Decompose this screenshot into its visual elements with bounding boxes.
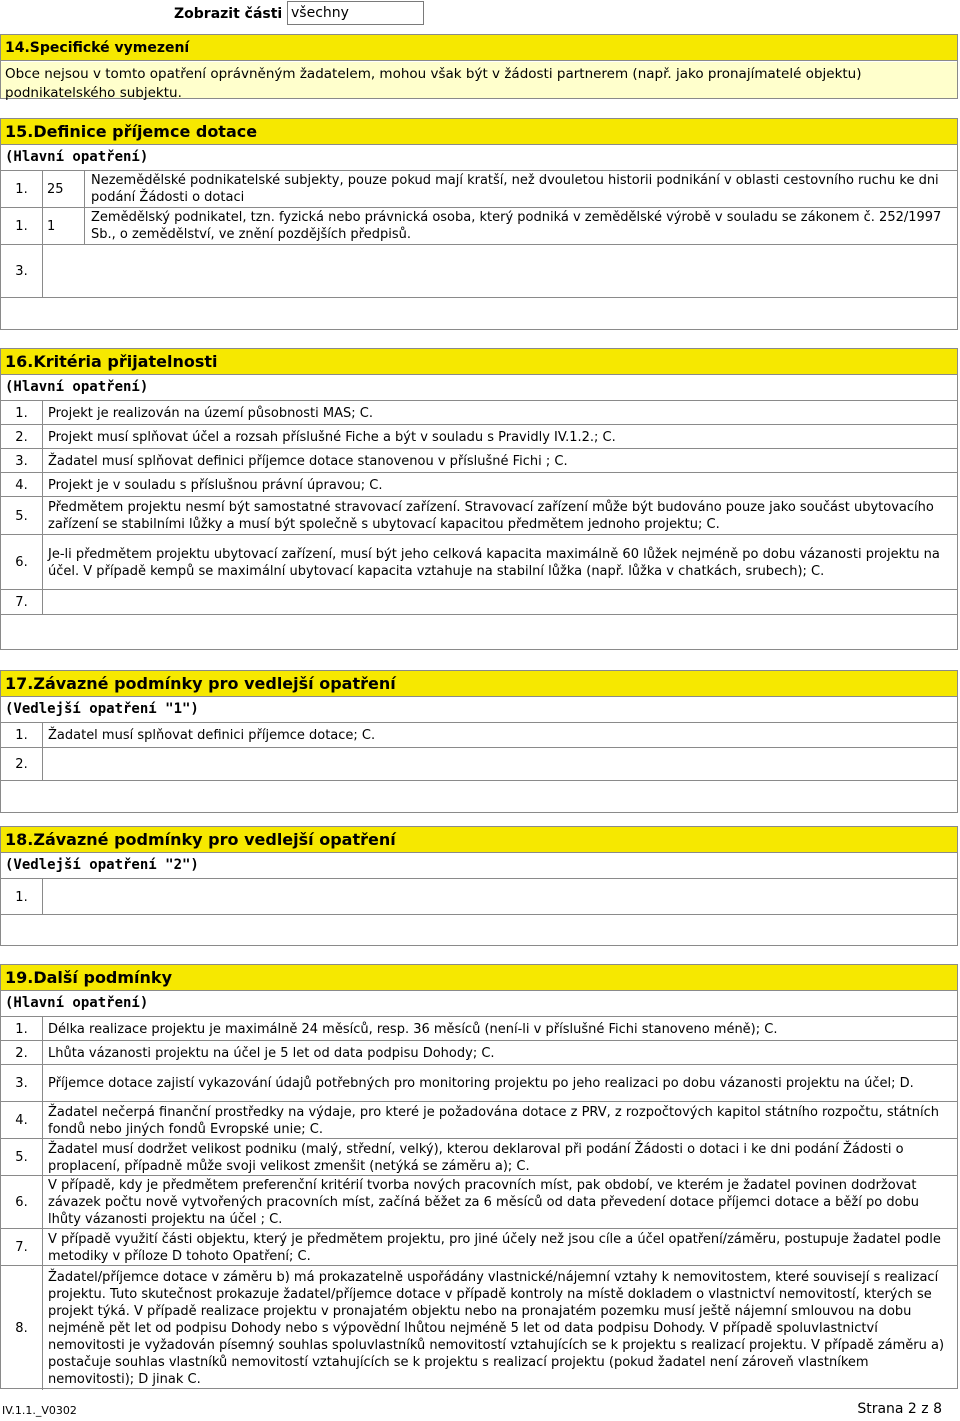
document-code: IV.1.1._V0302: [2, 1404, 77, 1417]
row-text: [48, 590, 953, 615]
row-number: 2.: [1, 425, 43, 449]
row-number: 7.: [1, 590, 43, 615]
section-spacer: [1, 297, 957, 331]
row-text: Zemědělský podnikatel, tzn. fyzická nebo právnická osoba, který podniká v zemědělské výrobě v souladu se zákonem č. 252/1997 Sb., o zemědělství, ve znění pozdějších předpisů.: [91, 210, 942, 242]
table-row: [1, 878, 957, 915]
section-19-title: 19.Další podmínky: [1, 965, 957, 991]
row-number: 7.: [1, 1229, 43, 1266]
row-text: V případě využití části objektu, který je předmětem projektu, pro jiné účely než jsou cíle a účel opatření/záměru, postupuje žadatel podle metodiky v příloze D tohoto Opatření; C.: [48, 1231, 941, 1264]
row-text: Lhůta vázanosti projektu na účel je 5 let od data podpisu Dohody; C.: [48, 1045, 495, 1061]
row-text: Žadatel musí splňovat definici příjemce dotace; C.: [48, 728, 376, 743]
row-text: Délka realizace projektu je maximálně 24 měsíců, resp. 36 měsíců (není-li v příslušné Fichi stanoveno méně); C.: [48, 1021, 778, 1037]
section-spacer: [1, 614, 957, 651]
row-text: Nezemědělské podnikatelské subjekty, pouze pokud mají kratší, než dvouletou historii podnikání v oblasti cestovního ruchu ke dni podání Žádosti o dotaci: [91, 173, 939, 205]
row-text: V případě, kdy je předmětem preferenční kritérií tvorba nových pracovních míst, pak období, ve kterém je žadatel povinen dodržovat závazek počtu nově vytvořených pracovních míst, začíná běžet za 6 měsíců od data převedení dotace příjemci dotace a běží po dobu lhůty vázanosti projektu na účel ; C.: [48, 1178, 920, 1227]
section-16: [0, 348, 958, 650]
row-text: [48, 245, 953, 297]
section-15: [0, 118, 958, 330]
row-text: Projekt je v souladu s příslušnou právní úpravou; C.: [48, 477, 383, 493]
table-row: [1, 1064, 957, 1102]
row-number: 3.: [1, 245, 43, 297]
table-row: [1, 1228, 957, 1266]
table-row: [1, 1016, 957, 1041]
table-row: [1, 207, 957, 244]
row-number: 6.: [1, 535, 43, 590]
section-19-subtitle: (Hlavní opatření): [5, 995, 149, 1011]
section-spacer: [1, 780, 957, 814]
section-16-title: 16.Kritéria přijatelnosti: [1, 349, 957, 375]
row-number: 5.: [1, 497, 43, 535]
table-row: [1, 170, 957, 207]
row-text: Žadatel/příjemce dotace v záměru b) má prokazatelně uspořádány vlastnické/nájemní vztahy k nemovitostem, které souvisejí s realizací projektu. Tuto skutečnost prokazuje žadatel/příjemce dotace v případě kontroly na místě dokladem o vlastnictví nemovitostí, kterých se projekt týká. V případě realizace projektu v pronajatém objektu nebo na pronajatém pozemku musí ještě nájemní smlouvou na dobu nejméně pět let od podpisu Dohody nebo s výpovědní lhůtou nejméně 5 let od data podpisu Dohody. V případě spoluvlastnictví nemovitosti je vyžadován písemný souhlas spoluvlastníků nemovitostí vztahujících se k projektu s realizací projektu. V případě záměru a) postačuje souhlas vlastníků nemovitostí vztahujících se k projektu s realizací projektu (pokud žadatel není zároveň vlastníkem nemovitosti); D jinak C.: [48, 1269, 945, 1387]
table-row: [1, 534, 957, 590]
row-number: 1.: [1, 401, 43, 425]
row-number: 1.: [1, 1017, 43, 1041]
table-row: [1, 1138, 957, 1176]
row-text: Žadatel nečerpá finanční prostředky na výdaje, pro které je požadována dotace z PRV, z rozpočtových kapitol státního rozpočtu, státních fondů nebo jiných fondů Evropské unie; C.: [48, 1104, 939, 1137]
row-text: Příjemce dotace zajistí vykazování údajů potřebných pro monitoring projektu po jeho realizaci po dobu vázanosti projektu na účel; D.: [48, 1076, 914, 1091]
row-number: 1.: [1, 723, 43, 748]
section-18-subtitle: (Vedlejší opatření "2"): [5, 857, 199, 873]
row-text: Projekt musí splňovat účel a rozsah příslušné Fiche a být v souladu s Pravidly IV.1.2.; C.: [48, 429, 616, 445]
section-17-title: 17.Závazné podmínky pro vedlejší opatření: [1, 671, 957, 697]
row-code: 25: [43, 171, 85, 207]
table-row: [1, 747, 957, 781]
row-text: Žadatel musí splňovat definici příjemce dotace stanovenou v příslušné Fichi ; C.: [48, 453, 568, 469]
section-14-text: Obce nejsou v tomto opatření oprávněným žadatelem, mohou však být v žádosti partnerem (např. jako pronajímatelé objektu) podnikatelského subjektu.: [1, 62, 957, 98]
table-row: [1, 400, 957, 425]
section-15-subtitle: (Hlavní opatření): [5, 149, 149, 165]
view-filter-select[interactable]: všechny: [287, 1, 424, 25]
row-text: Je-li předmětem projektu ubytovací zařízení, musí být jeho celková kapacita maximálně 60 lůžek nejméně po dobu vázanosti projektu na účel. V případě kempů se maximální ubytovací kapacita vztahuje na stabilní lůžka (např. lůžka v chatkách, srubech); C.: [48, 546, 940, 579]
row-number: 1.: [1, 879, 43, 915]
table-row: [1, 472, 957, 497]
table-row: [1, 244, 957, 297]
row-number: 4.: [1, 1102, 43, 1139]
row-text: Projekt je realizován na území působnosti MAS; C.: [48, 405, 373, 421]
section-16-subtitle: (Hlavní opatření): [5, 379, 149, 395]
row-number: 5.: [1, 1139, 43, 1176]
section-17: [0, 670, 958, 813]
table-row: [1, 722, 957, 748]
section-15-title: 15.Definice příjemce dotace: [1, 119, 957, 145]
page-number: Strana 2 z 8: [857, 1401, 942, 1417]
section-spacer: [1, 914, 957, 947]
table-row: [1, 1175, 957, 1229]
table-row: [1, 1040, 957, 1065]
section-18-title: 18.Závazné podmínky pro vedlejší opatření: [1, 827, 957, 853]
table-row: [1, 496, 957, 535]
row-number: 3.: [1, 449, 43, 473]
row-number: 2.: [1, 748, 43, 781]
row-number: 1.: [1, 208, 43, 244]
row-text: Předmětem projektu nesmí být samostatné stravovací zařízení. Stravovací zařízení může být budováno pouze jako součást ubytovacího zařízení se stabilními lůžky a musí být společně s ubytovací kapacitou předmětem jednoho projektu; C.: [48, 500, 934, 532]
section-14: [0, 34, 958, 99]
row-number: 2.: [1, 1041, 43, 1065]
section-19: [0, 964, 958, 1389]
table-row: [1, 1101, 957, 1139]
section-17-subtitle: (Vedlejší opatření "1"): [5, 701, 199, 717]
row-number: 1.: [1, 171, 43, 207]
row-number: 6.: [1, 1176, 43, 1229]
row-code: 1: [43, 208, 85, 244]
view-filter-bar: [0, 0, 960, 30]
row-text: Žadatel musí dodržet velikost podniku (malý, střední, velký), kterou deklaroval při podání Žádosti o dotaci i ke dni podání Žádosti o proplacení, případně může svoji velikost zmenšit (netýká se záměru a); C.: [48, 1141, 904, 1174]
section-14-title: 14.Specifické vymezení: [1, 35, 957, 61]
view-filter-label: Zobrazit části: [174, 6, 283, 22]
table-row: [1, 424, 957, 449]
table-row: [1, 589, 957, 615]
row-text: [48, 879, 953, 915]
table-row: [1, 1265, 957, 1390]
row-text: [48, 748, 953, 781]
table-row: [1, 448, 957, 473]
row-number: 3.: [1, 1065, 43, 1102]
section-18: [0, 826, 958, 946]
row-number: 4.: [1, 473, 43, 497]
row-number: 8.: [1, 1266, 43, 1390]
